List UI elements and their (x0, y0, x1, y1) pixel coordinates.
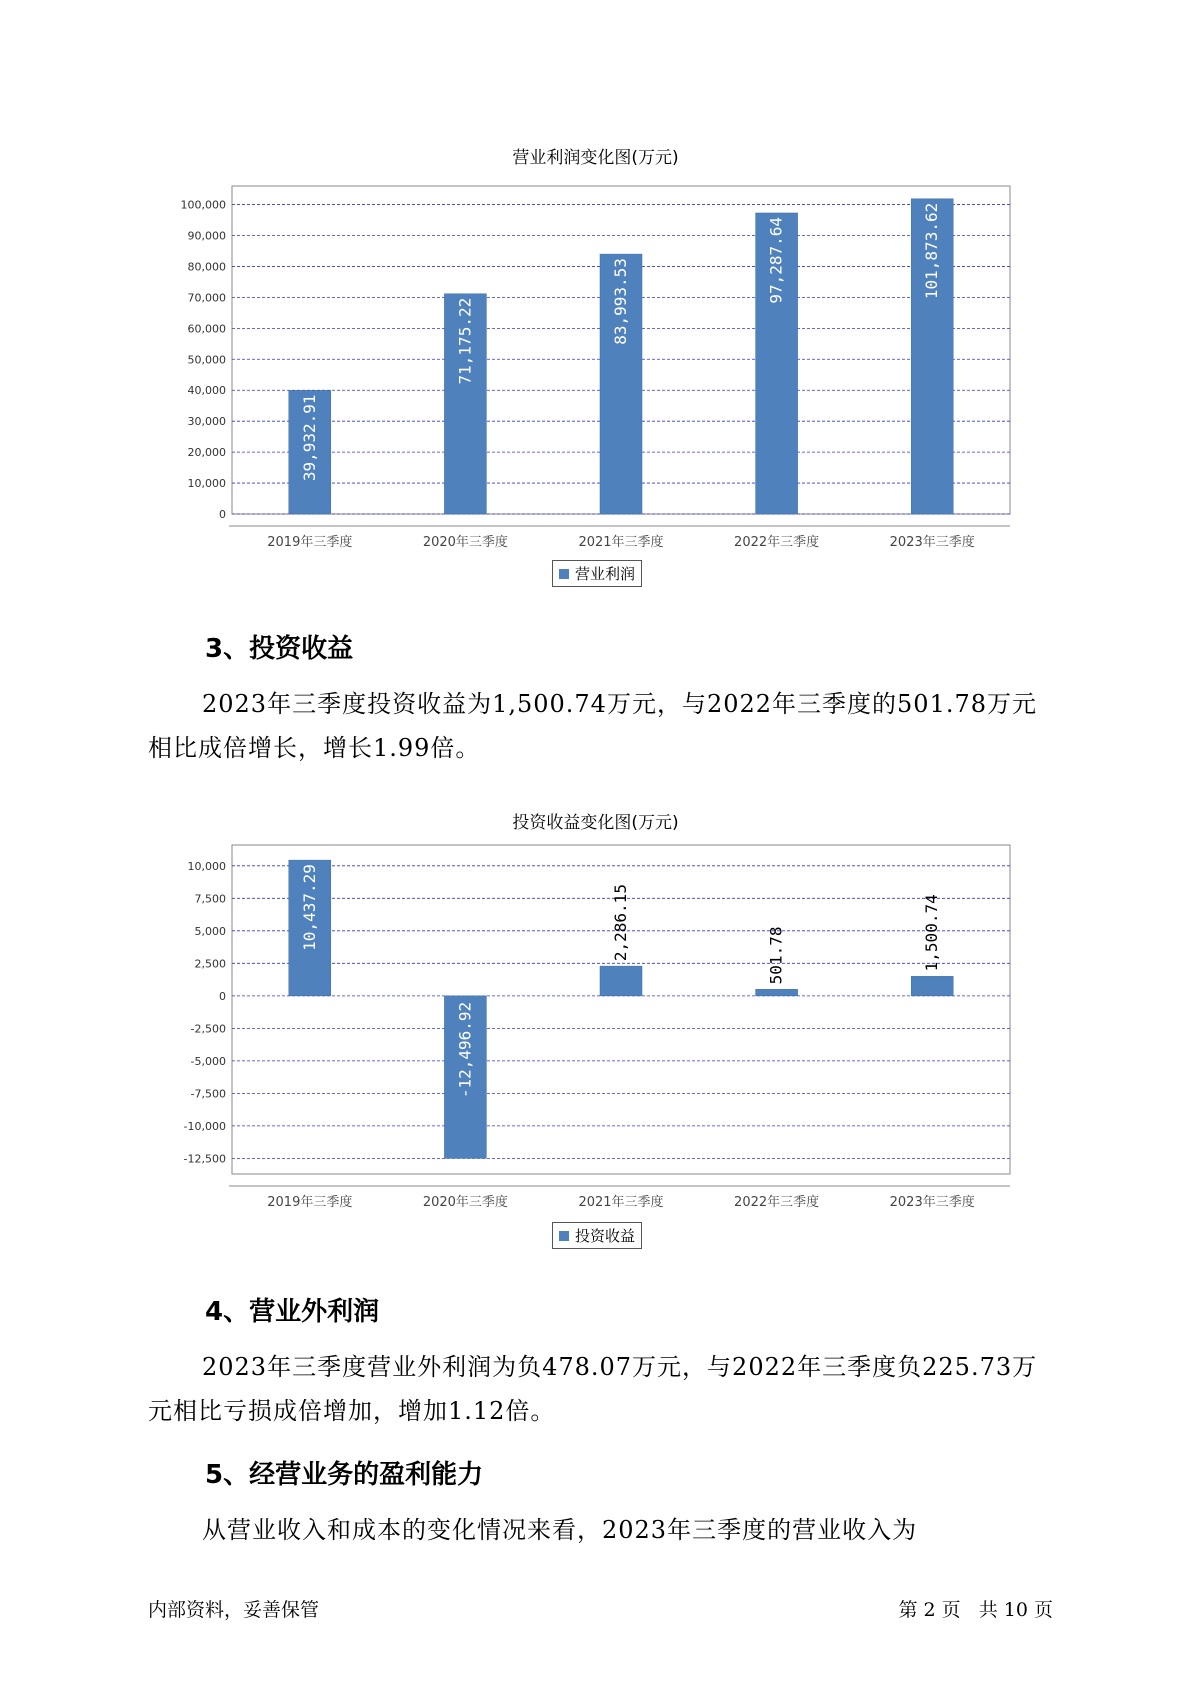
y-tick-label: 10,000 (187, 859, 226, 873)
y-tick-label: 40,000 (187, 384, 226, 398)
x-tick-label: 2023年三季度 (889, 535, 975, 550)
chart1-title: 营业利润变化图(万元) (512, 148, 679, 168)
section-paragraph: 2023年三季度投资收益为1,500.74万元，与2022年三季度的501.78万元相比成倍增长，增长1.99倍。 (148, 690, 1038, 762)
x-tick-label: 2022年三季度 (734, 535, 820, 550)
y-tick-label: 70,000 (187, 291, 226, 305)
data-label: 97,287.64 (766, 216, 786, 304)
bar (600, 966, 642, 996)
y-tick-label: 60,000 (187, 322, 226, 336)
footer-left: 内部资料，妥善保管 (148, 1599, 320, 1621)
page-number: 第 2 页 共 10 页 (898, 1599, 1053, 1621)
y-tick-label: -5,000 (190, 1054, 226, 1068)
data-label: 71,175.22 (455, 297, 475, 385)
legend-label: 投资收益 (575, 1227, 636, 1245)
data-label: 83,993.53 (611, 258, 630, 345)
section-heading: 3、投资收益 (205, 634, 354, 664)
y-tick-label: -10,000 (183, 1119, 226, 1133)
data-label: -12,496.92 (455, 1001, 475, 1099)
x-tick-label: 2020年三季度 (422, 1195, 508, 1210)
y-tick-label: 30,000 (187, 415, 226, 429)
legend-swatch (559, 1231, 569, 1241)
x-tick-label: 2019年三季度 (267, 1195, 353, 1210)
data-label: 2,286.15 (611, 884, 630, 962)
data-label: 39,932.91 (299, 394, 319, 482)
x-tick-label: 2021年三季度 (578, 1195, 664, 1210)
y-tick-label: 50,000 (187, 353, 226, 367)
y-tick-label: 20,000 (187, 446, 226, 460)
x-tick-label: 2020年三季度 (422, 535, 508, 550)
section-paragraph: 从营业收入和成本的变化情况来看，2023年三季度的营业收入为 (202, 1516, 918, 1544)
data-label: 1,500.74 (922, 894, 942, 972)
section-paragraph: 2023年三季度营业外利润为负478.07万元，与2022年三季度负225.73万元相比亏损成倍增加，增加1.12倍。 (148, 1353, 1038, 1425)
y-tick-label: 80,000 (187, 260, 226, 274)
bar (756, 989, 798, 996)
x-tick-label: 2021年三季度 (578, 535, 664, 550)
y-tick-label: 0 (219, 989, 226, 1003)
data-label: 10,437.29 (299, 864, 319, 951)
legend-label: 营业利润 (575, 565, 636, 583)
y-tick-label: 10,000 (187, 477, 226, 491)
x-tick-label: 2019年三季度 (267, 535, 353, 550)
data-label: 101,873.62 (922, 202, 942, 300)
x-tick-label: 2022年三季度 (734, 1195, 820, 1210)
chart2-legend (552, 1222, 642, 1249)
y-tick-label: 7,500 (194, 892, 226, 906)
data-label: 501.78 (766, 926, 786, 985)
y-tick-label: -7,500 (190, 1087, 226, 1101)
bar (911, 976, 953, 996)
y-tick-label: -12,500 (183, 1152, 226, 1166)
y-tick-label: 90,000 (187, 229, 226, 243)
y-tick-label: 5,000 (194, 924, 226, 938)
y-tick-label: 2,500 (194, 957, 226, 971)
section-heading: 4、营业外利润 (205, 1297, 380, 1327)
y-tick-label: 100,000 (180, 198, 226, 212)
y-tick-label: 0 (219, 508, 226, 521)
chart2-title: 投资收益变化图(万元) (512, 813, 679, 833)
section-heading: 5、经营业务的盈利能力 (205, 1460, 484, 1490)
x-tick-label: 2023年三季度 (889, 1195, 975, 1210)
y-tick-label: -2,500 (190, 1022, 226, 1036)
